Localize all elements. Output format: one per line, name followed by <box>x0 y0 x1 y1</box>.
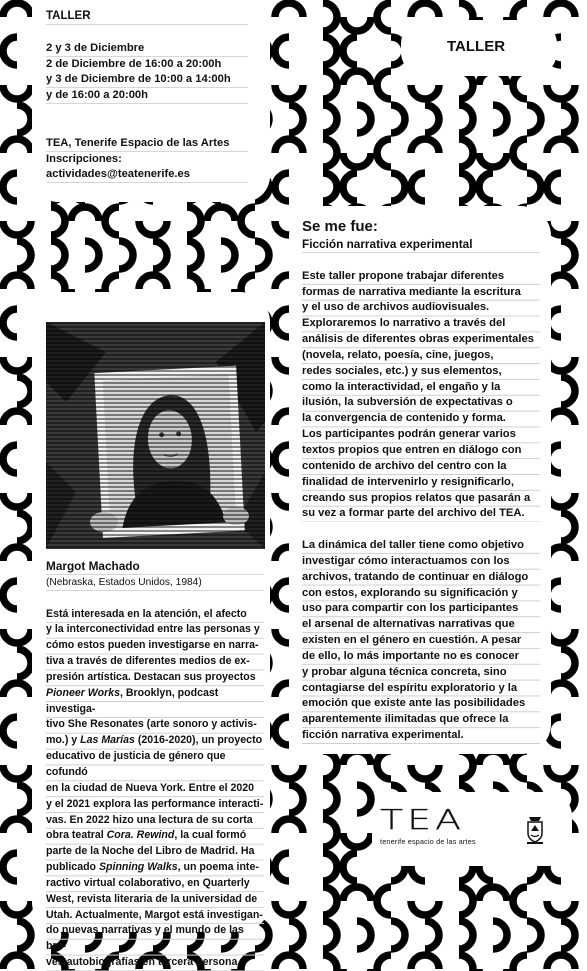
description-2-line: existen en el género en cuestión. A pesar <box>302 634 522 647</box>
bio-line <box>46 892 264 908</box>
artist-photo <box>46 322 265 549</box>
arc-tile <box>17 921 31 949</box>
arc-tile <box>3 901 31 915</box>
arc-tile <box>377 71 391 99</box>
description-1-line: su vez a formar parte del archivo del TEA. <box>302 507 525 520</box>
arc-tile <box>513 887 527 915</box>
description-2-line: contagiarse del espíritu exploratorio y la <box>302 681 518 694</box>
arc-tile <box>547 901 575 915</box>
arc-tile <box>513 139 527 167</box>
description-paragraph-1 <box>302 269 540 523</box>
bio-line <box>46 828 264 844</box>
arc-tile <box>17 105 31 133</box>
bio-text: vas. En 2022 hizo una lectura de su corta <box>46 813 253 826</box>
bio-text: ves autobiografías en tercera persona. <box>46 956 241 969</box>
workshop-subtitle: Ficción narrativa experimental <box>302 237 540 253</box>
registration-label: Inscripciones: <box>46 152 248 168</box>
arc-tile <box>255 241 269 269</box>
description-1-line: la convergencia de contenido y forma. <box>302 412 506 425</box>
arc-tile <box>357 785 371 813</box>
arc-tile <box>425 921 439 949</box>
arc-tile <box>459 955 473 971</box>
description-1-line: finalidad de intervenirlo y resignificarlo, <box>302 475 514 488</box>
tea-wordmark: TEA <box>380 803 465 836</box>
bio-text: Está interesada en la atención, el afecto <box>46 607 247 620</box>
bio-text: publicado <box>46 861 99 874</box>
arc-tile <box>3 221 31 235</box>
arc-tile <box>391 921 405 949</box>
arc-tile <box>275 3 303 17</box>
arc-tile <box>3 493 31 507</box>
arc-tile <box>3 139 31 153</box>
description-2-line: de ello, lo más importante no es conocer <box>302 649 519 662</box>
arc-tile <box>377 139 391 167</box>
info-block <box>46 9 248 183</box>
arc-tile <box>377 955 391 971</box>
arc-tile <box>105 207 119 235</box>
description-2-line: y probar alguna técnica concreta, sino <box>302 665 507 678</box>
bio-text: en la ciudad de Nueva York. Entre el 2020 <box>46 781 255 794</box>
arc-tile <box>3 357 31 371</box>
schedule-line-1: 2 de Diciembre de 16:00 a 20:00h <box>46 57 248 73</box>
arc-tile <box>561 649 575 677</box>
arc-tile <box>3 37 17 65</box>
arc-tile <box>275 139 303 153</box>
bio-line <box>46 797 264 813</box>
arc-tile <box>547 357 575 371</box>
bio-title-italic: Las Marías <box>80 734 135 747</box>
description-1-line: Los participantes podrán generar varios <box>302 428 516 441</box>
arc-tile <box>547 493 575 507</box>
arc-tile <box>207 207 235 221</box>
arc-tile <box>3 85 31 99</box>
arc-tile <box>289 105 303 133</box>
arc-tile <box>3 445 17 473</box>
description-1-line: textos propios que entren en diálogo con <box>302 443 522 456</box>
arc-tile <box>3 629 31 643</box>
cabildo-crest-icon <box>526 815 544 845</box>
arc-tile <box>343 71 371 85</box>
dates-heading: 2 y 3 de Diciembre <box>46 41 248 57</box>
arc-tile <box>323 887 337 915</box>
bio-title-italic: Cora. Rewind <box>106 829 175 842</box>
arc-tile <box>343 833 371 847</box>
arc-tile <box>547 411 575 425</box>
arc-tile <box>547 955 575 969</box>
arc-tile <box>411 139 439 153</box>
arc-tile <box>323 921 337 949</box>
description-2-line: investigar cómo interactuamos con los <box>302 554 510 567</box>
bio-title-italic: Pioneer Works <box>46 686 120 699</box>
arc-tile <box>3 3 31 17</box>
arc-tile <box>221 241 235 269</box>
schedule-line-2: y 3 de Diciembre de 10:00 a 14:00h <box>46 72 248 88</box>
bio-text: , un poema inte- <box>177 861 259 874</box>
arc-tile <box>547 139 575 153</box>
taller-heading-left: TALLER <box>46 9 248 25</box>
description-2-line: aparentemente ilimitadas que ofrece la <box>302 713 509 726</box>
arc-tile <box>187 207 201 235</box>
arc-tile <box>343 17 371 31</box>
arc-tile <box>411 901 439 915</box>
registration-email[interactable]: actividades@teatenerife.es <box>46 167 248 183</box>
bio-title-italic: Spinning Walks <box>98 861 178 874</box>
venue: TEA, Tenerife Espacio de las Artes <box>46 136 248 152</box>
arc-tile <box>3 173 17 201</box>
bio-line <box>46 781 264 797</box>
bio-text: educativo de justicia de género que cofundó <box>46 750 226 778</box>
arc-tile <box>3 765 31 779</box>
description-1-line: análisis de diferentes obras experimentales <box>302 333 534 346</box>
arc-tile <box>323 173 337 201</box>
arc-tile <box>459 139 473 167</box>
bio-line <box>46 923 264 955</box>
arc-tile <box>3 717 17 745</box>
description-1-line: formas de narrativa mediante la escritura <box>302 285 521 298</box>
bio-text: y la interconectividad entre las personas y <box>46 623 260 636</box>
arc-tile <box>377 3 391 31</box>
arc-tile <box>459 887 473 915</box>
bio-text: , la cual formó <box>174 829 247 842</box>
bio-text: West, revista literaria de la universidad de <box>46 892 258 905</box>
arc-tile <box>547 275 575 289</box>
arc-tile <box>459 105 473 133</box>
bio-text: y el 2021 explora las performance interacti- <box>46 797 264 810</box>
tea-logo <box>380 803 510 846</box>
arc-tile <box>547 683 575 697</box>
arc-tile <box>85 241 99 269</box>
arc-tile <box>411 85 439 99</box>
arc-tile <box>275 717 289 745</box>
bio-line <box>46 638 264 654</box>
arc-tile <box>3 955 31 969</box>
bio-block <box>46 559 264 971</box>
description-paragraph-2 <box>302 538 540 744</box>
arc-tile <box>323 955 337 971</box>
arc-tile <box>275 901 303 915</box>
bio-text: do nuevas narrativas y el mundo de las bre- <box>46 924 244 953</box>
description-2-line: La dinámica del taller tiene como objetivo <box>302 539 524 552</box>
bio-text: tiva a través de diferentes medios de ex- <box>46 655 250 668</box>
arc-tile <box>323 139 337 167</box>
bio-text: tivo She Resonates (arte sonoro y activis- <box>46 718 257 731</box>
arc-tile <box>3 547 31 561</box>
arc-tile <box>119 241 133 269</box>
arc-tile <box>275 581 289 609</box>
arc-tile <box>289 785 303 813</box>
arc-tile <box>411 765 439 779</box>
description-1-line: Este taller propone trabajar diferentes <box>302 269 505 282</box>
arc-tile <box>561 241 575 269</box>
bio-text: obra teatral <box>46 829 107 842</box>
arc-tile <box>527 921 541 949</box>
bio-text: presión artística. Destacan sus proyectos <box>46 670 256 683</box>
description-2-line: el arsenal de alternativas narrativas que <box>302 618 515 631</box>
arc-tile <box>275 853 289 881</box>
bio-line <box>46 955 264 971</box>
description-block <box>302 217 540 744</box>
arc-tile <box>17 513 31 541</box>
arc-tile <box>139 275 167 289</box>
bio-text: , Brooklyn, podcast investiga- <box>46 686 219 715</box>
arc-tile <box>3 581 17 609</box>
arc-tile <box>479 153 507 167</box>
bio-text: (2016-2020), un proyecto <box>134 734 263 747</box>
arc-tile <box>51 207 65 235</box>
description-1-line: ilusión, la subversión de expectativas o <box>302 396 513 409</box>
schedule-line-3: y de 16:00 a 20:00h <box>46 88 248 104</box>
arc-tile <box>3 309 17 337</box>
arc-tile <box>323 37 337 65</box>
arc-tile <box>323 751 337 779</box>
arc-tile <box>153 241 167 269</box>
tea-tagline: tenerife espacio de las artes <box>380 837 476 846</box>
arc-tile <box>323 785 337 813</box>
arc-tile <box>513 751 527 779</box>
bio-text: ractivo virtual colaborativo, en Quarterly <box>46 876 250 889</box>
arc-tile <box>459 173 473 201</box>
bio-line <box>46 844 264 860</box>
arc-tile <box>391 173 405 201</box>
arc-tile <box>561 921 575 949</box>
arc-tile <box>561 377 575 405</box>
taller-heading-right: TALLER <box>447 38 506 55</box>
description-1-line: (novela, relato, poesía, cine, juegos, <box>302 348 494 361</box>
arc-tile <box>275 765 303 779</box>
arc-tile <box>241 207 255 235</box>
arc-tile <box>377 887 391 915</box>
arc-tile <box>411 173 425 201</box>
arc-tile <box>357 921 371 949</box>
bio-text: mo.) y <box>46 734 81 747</box>
bio-line <box>46 670 264 686</box>
arc-tile <box>139 221 167 235</box>
workshop-title: Se me fue: <box>302 218 378 235</box>
arc-tile <box>411 955 439 969</box>
bio-text: Utah. Actualmente, Margot está investigan- <box>46 908 263 921</box>
arc-tile <box>17 649 31 677</box>
arc-tile <box>323 71 337 99</box>
arc-tile <box>187 241 201 269</box>
arc-tile <box>289 921 303 949</box>
arc-tile <box>17 377 31 405</box>
description-1-line: como la interactividad, el engaño y la <box>302 380 501 393</box>
arc-tile <box>377 751 391 779</box>
arc-tile <box>323 819 337 847</box>
arc-tile <box>323 853 337 881</box>
arc-tile <box>493 105 507 133</box>
bio-line <box>46 813 264 829</box>
arc-tile <box>479 887 507 901</box>
arc-tile <box>527 105 541 133</box>
arc-tile <box>411 3 439 17</box>
arc-tile <box>391 105 405 133</box>
arc-tile <box>71 207 99 221</box>
arc-tile <box>343 37 357 65</box>
arc-tile <box>561 105 575 133</box>
arc-tile <box>547 85 575 99</box>
bio-text: cómo estos pueden investigarse en narra- <box>46 639 259 652</box>
description-2-line: uso para compartir con los participantes <box>302 602 519 615</box>
bio-line <box>46 717 264 733</box>
description-2-line: archivos, tratando de continuar en diálogo <box>302 570 529 583</box>
bio-line <box>46 607 264 623</box>
arc-tile <box>425 105 439 133</box>
arc-tile <box>547 629 575 643</box>
arc-tile <box>513 955 527 971</box>
arc-tile <box>493 921 507 949</box>
arc-tile <box>275 85 303 99</box>
arc-tile <box>343 853 357 881</box>
arc-tile <box>3 819 31 833</box>
artist-biography <box>46 607 264 971</box>
arc-tile <box>527 173 541 201</box>
arc-tile <box>323 105 337 133</box>
bio-text: parte de la Noche del Libro de Madrid. Ha <box>46 845 255 858</box>
arc-tile <box>459 921 473 949</box>
arc-tile <box>547 3 575 17</box>
arc-tile <box>17 785 31 813</box>
bio-line <box>46 686 264 718</box>
artist-origin: (Nebraska, Estados Unidos, 1984) <box>46 575 264 591</box>
description-1-line: y el uso de archivos audiovisuales. <box>302 301 490 314</box>
bio-line <box>46 908 264 924</box>
arc-tile <box>547 765 575 779</box>
arc-tile <box>323 3 337 31</box>
arc-tile <box>275 445 289 473</box>
arc-tile <box>459 751 473 779</box>
arc-tile <box>561 513 575 541</box>
bio-line <box>46 860 264 876</box>
arc-tile <box>547 547 575 561</box>
bio-line <box>46 733 264 749</box>
bio-line <box>46 622 264 638</box>
arc-tile <box>357 105 371 133</box>
arc-tile <box>547 221 575 235</box>
arc-tile <box>3 853 17 881</box>
description-1-line: redes sociales, etc.) y sus elementos, <box>302 364 502 377</box>
artist-name: Margot Machado <box>46 559 264 575</box>
arc-tile <box>3 275 31 289</box>
description-1-line: contenido de archivo del centro con la <box>302 459 507 472</box>
description-1-line: Exploraremos lo narrativo a través del <box>302 317 506 330</box>
arc-tile <box>547 173 561 201</box>
arc-tile <box>51 241 65 269</box>
arc-tile <box>17 241 31 269</box>
arc-tile <box>479 173 493 201</box>
arc-tile <box>275 955 303 969</box>
description-2-line: emoción que existe ante las posibilidades <box>302 697 526 710</box>
arc-tile <box>275 173 289 201</box>
arc-tile <box>3 683 31 697</box>
arc-tile <box>343 887 371 901</box>
description-2-line: ficción narrativa experimental. <box>302 729 464 742</box>
arc-tile <box>275 37 289 65</box>
arc-tile <box>3 411 31 425</box>
bio-line <box>46 654 264 670</box>
arc-tile <box>275 819 303 833</box>
arc-tile <box>343 173 357 201</box>
bio-line <box>46 749 264 781</box>
bio-line <box>46 876 264 892</box>
description-1-line: creando sus propios relatos que pasarán a <box>302 491 531 504</box>
description-2-line: con estos, explorando su significación y <box>302 586 518 599</box>
arc-tile <box>275 309 289 337</box>
arc-tile <box>343 153 371 167</box>
